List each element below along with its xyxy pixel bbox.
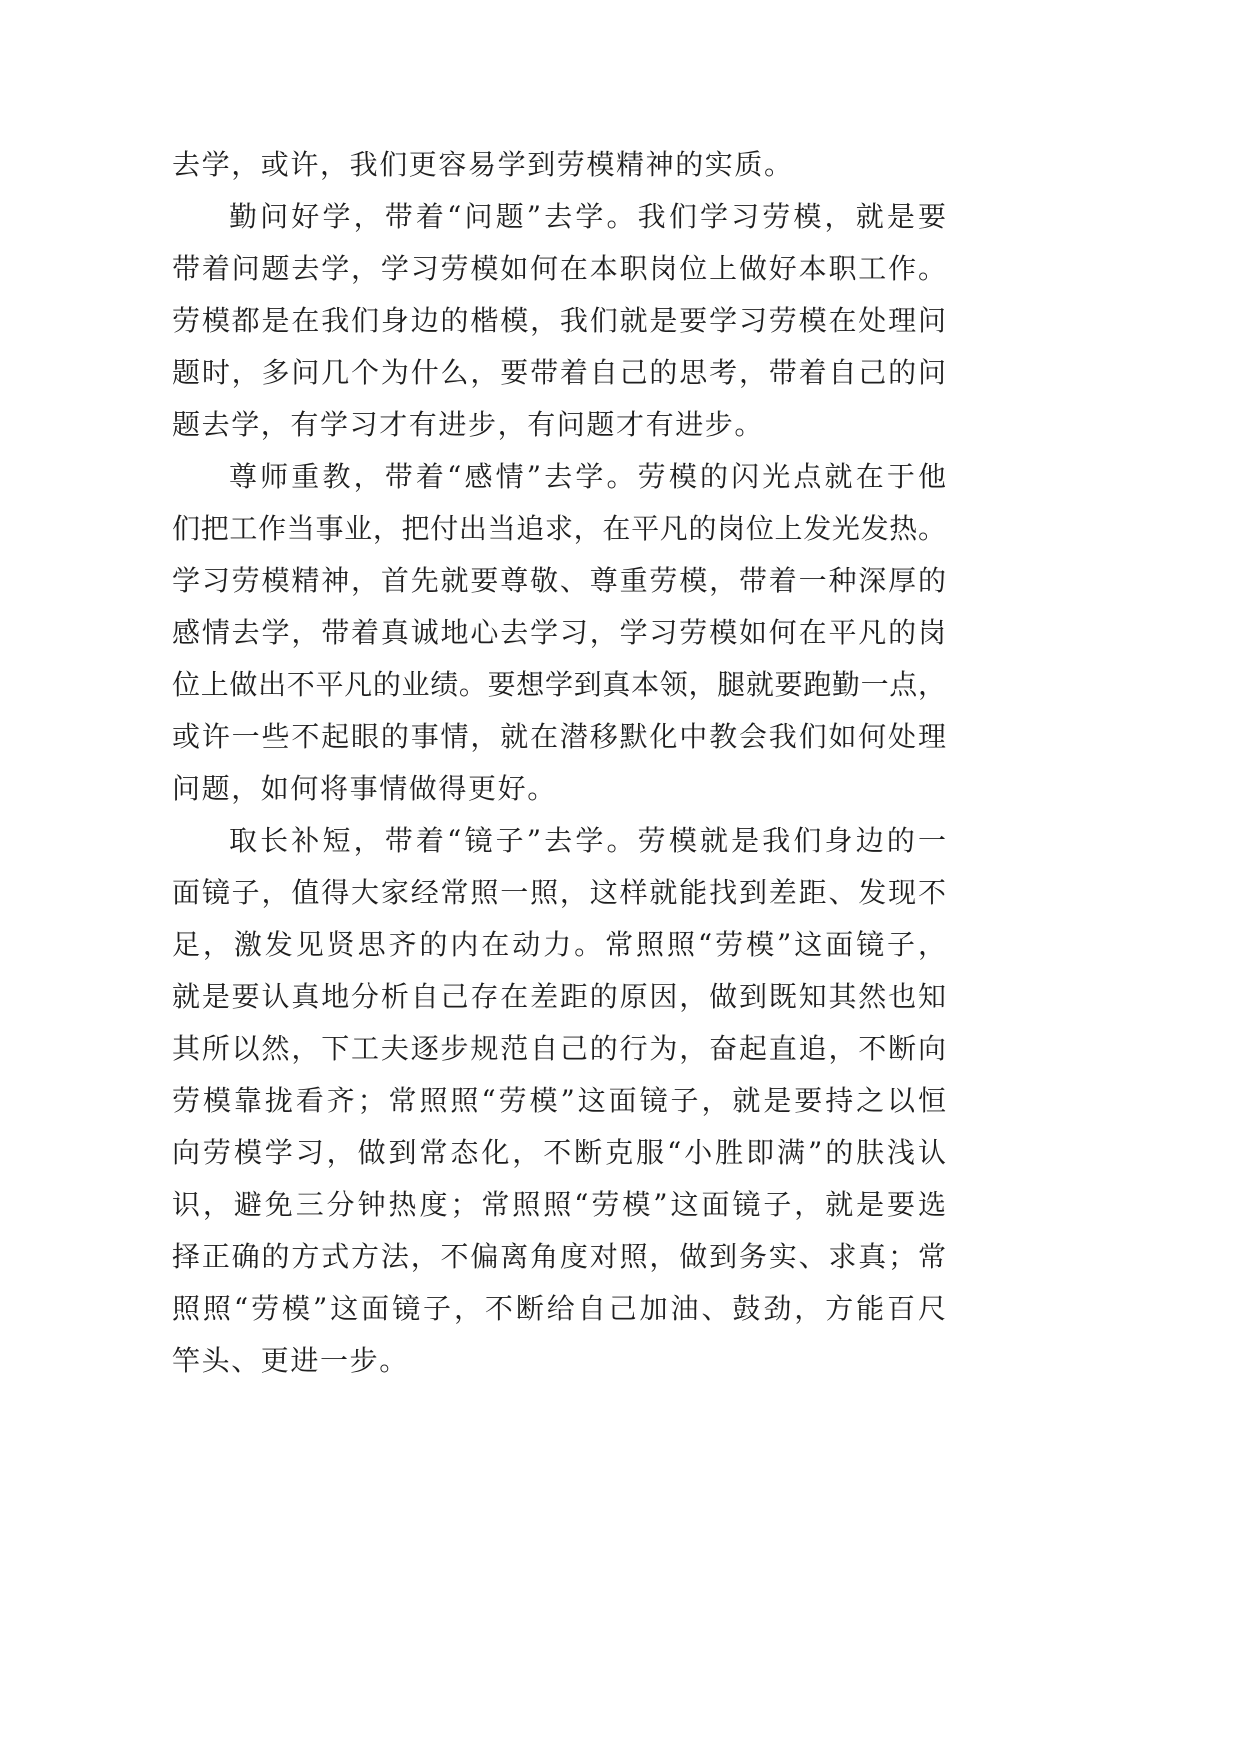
text-line: 题去学，有学习才有进步，有问题才有进步。: [172, 408, 765, 441]
text-line: 勤问好学，带着“问题”去学。我们学习劳模，就是要: [229, 200, 946, 233]
text-line: 带着问题去学，学习劳模如何在本职岗位上做好本职工作。: [172, 252, 946, 285]
text-line: 照照“劳模”这面镜子，不断给自己加油、鼓劲，方能百尺: [172, 1292, 946, 1325]
text-line: 足，激发见贤思齐的内在动力。常照照“劳模”这面镜子，: [172, 928, 946, 961]
text-line: 尊师重教，带着“感情”去学。劳模的闪光点就在于他: [229, 460, 946, 493]
text-line: 识，避免三分钟热度；常照照“劳模”这面镜子，就是要选: [172, 1188, 946, 1221]
text-line: 劳模都是在我们身边的楷模，我们就是要学习劳模在处理问: [172, 304, 946, 337]
paragraph-respect-teachers: [172, 451, 946, 815]
text-line: 择正确的方式方法，不偏离角度对照，做到务实、求真；常: [172, 1240, 946, 1273]
text-line: 向劳模学习，做到常态化，不断克服“小胜即满”的肤浅认: [172, 1136, 946, 1169]
text-line: 竿头、更进一步。: [172, 1344, 409, 1377]
text-line: 其所以然，下工夫逐步规范自己的行为，奋起直追，不断向: [172, 1032, 946, 1065]
text-line: 们把工作当事业，把付出当追求，在平凡的岗位上发光发热。: [172, 512, 946, 545]
text-line: 问题，如何将事情做得更好。: [172, 772, 557, 805]
text-line: 就是要认真地分析自己存在差距的原因，做到既知其然也知: [172, 980, 946, 1013]
text-line: 去学，或许，我们更容易学到劳模精神的实质。: [172, 148, 794, 181]
paragraph-continuation: [172, 139, 946, 191]
paragraph-ask-questions: [172, 191, 946, 451]
text-line: 或许一些不起眼的事情，就在潜移默化中教会我们如何处理: [172, 720, 946, 753]
document-body: [172, 139, 946, 1387]
text-line: 学习劳模精神，首先就要尊敬、尊重劳模，带着一种深厚的: [172, 564, 946, 597]
text-line: 取长补短，带着“镜子”去学。劳模就是我们身边的一: [229, 824, 946, 857]
paragraph-mirror: [172, 815, 946, 1387]
text-line: 感情去学，带着真诚地心去学习，学习劳模如何在平凡的岗: [172, 616, 946, 649]
text-line: 位上做出不平凡的业绩。要想学到真本领，腿就要跑勤一点，: [172, 668, 946, 701]
text-line: 题时，多问几个为什么，要带着自己的思考，带着自己的问: [172, 356, 946, 389]
text-line: 劳模靠拢看齐；常照照“劳模”这面镜子，就是要持之以恒: [172, 1084, 946, 1117]
text-line: 面镜子，值得大家经常照一照，这样就能找到差距、发现不: [172, 876, 946, 909]
